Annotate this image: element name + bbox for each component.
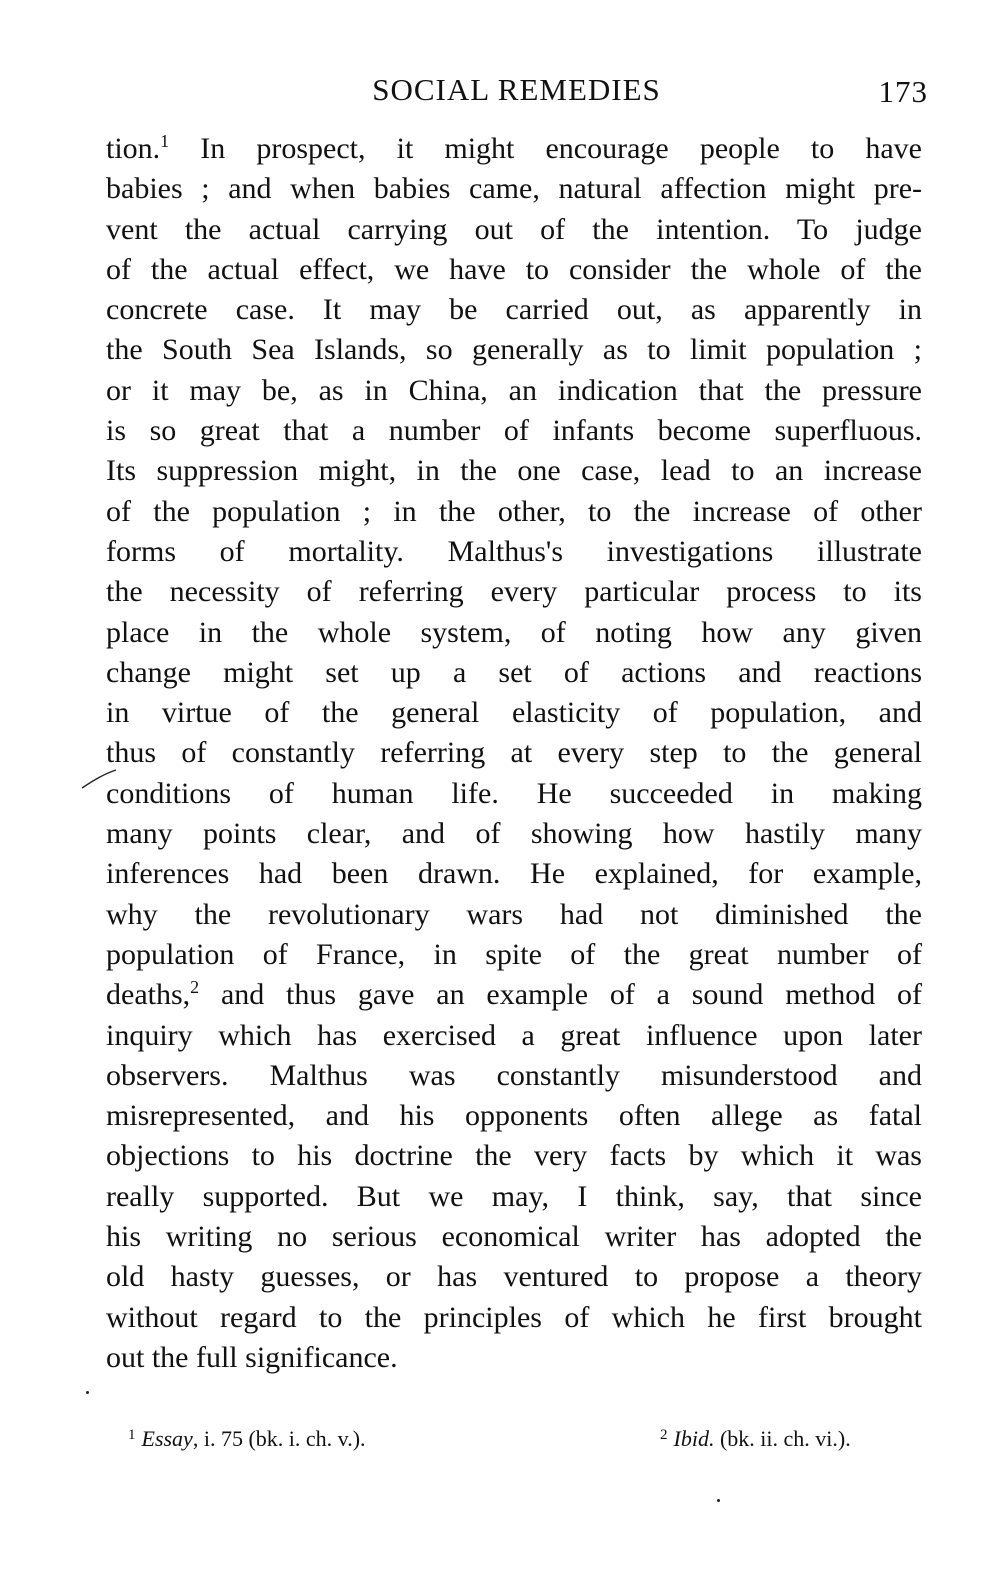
text-line: observers. Malthus was constantly misunderstood and <box>106 1058 922 1092</box>
text-line: place in the whole system, of noting how any given <box>106 615 922 649</box>
footnote-2-text: (bk. ii. ch. vi.). <box>714 1426 851 1451</box>
text-line: population of France, in spite of the great number of <box>106 937 922 971</box>
text-line: or it may be, as in China, an indication that the pressure <box>106 373 922 407</box>
text-line: deaths,$^2$ and thus gave an example of a sound method of <box>106 977 922 1012</box>
text-line: thus of constantly referring at every step to the general <box>106 736 922 770</box>
text-line: of the actual effect, we have to consider the whole of the <box>106 252 922 286</box>
text-line: is so great that a number of infants become superfluous. <box>106 414 922 448</box>
text-line: misrepresented, and his opponents often allege as fatal <box>106 1099 922 1133</box>
footnote-1 <box>128 1424 366 1454</box>
text-line: in virtue of the general elasticity of population, and <box>106 696 922 730</box>
pen-mark <box>80 752 140 792</box>
running-title: SOCIAL REMEDIES <box>372 72 661 107</box>
text-line: out the full significance. <box>106 1340 398 1374</box>
text-line: without regard to the principles of which he first brought <box>106 1300 922 1334</box>
footnote-1-title: Essay <box>141 1426 193 1451</box>
text-line: many points clear, and of showing how hastily many <box>106 817 922 851</box>
text-line: old hasty guesses, or has ventured to propose a theory <box>106 1260 922 1294</box>
text-line: the necessity of referring every particular process to its <box>106 575 922 609</box>
text-line: why the revolutionary wars had not diminished the <box>106 897 922 931</box>
text-line: tion.$^1$ In prospect, it might encourage people to have <box>106 131 922 165</box>
text-line: the South Sea Islands, so generally as to limit population ; <box>106 333 922 367</box>
text-line: conditions of human life. He succeeded in making <box>106 776 922 810</box>
footnote-2-number: 2 <box>660 1427 668 1443</box>
running-head <box>105 68 928 112</box>
margin-speck <box>86 1391 89 1394</box>
text-line: inferences had been drawn. He explained, for example, <box>106 857 922 891</box>
footnotes <box>106 1424 922 1454</box>
text-line: babies ; and when babies came, natural affection might pre- <box>106 172 922 206</box>
text-line: inquiry which has exercised a great influence upon later <box>106 1018 922 1052</box>
page-number: 173 <box>878 74 928 109</box>
footnote-1-number: 1 <box>128 1427 136 1443</box>
footnote-ref-2: 2 <box>190 977 200 998</box>
text-line: objections to his doctrine the very facts by which it was <box>106 1139 922 1173</box>
text-line: his writing no serious economical writer has adopted the <box>106 1220 922 1254</box>
footnote-1-text: , i. 75 (bk. i. ch. v.). <box>192 1426 366 1451</box>
text-line: of the population ; in the other, to the increase of other <box>106 494 922 528</box>
body-text <box>106 129 922 1378</box>
text-line: really supported. But we may, I think, say, that since <box>106 1179 922 1213</box>
footnote-2-title: Ibid. <box>673 1426 715 1451</box>
text-line: vent the actual carrying out of the intention. To judge <box>106 212 922 246</box>
text-line: change might set up a set of actions and reactions <box>106 655 922 689</box>
text-line: concrete case. It may be carried out, as apparently in <box>106 293 922 327</box>
text-line: forms of mortality. Malthus's investigations illustrate <box>106 534 922 568</box>
text-line: Its suppression might, in the one case, lead to an increase <box>106 454 922 488</box>
margin-speck <box>717 1499 720 1502</box>
footnote-2 <box>660 1424 851 1454</box>
footnote-ref-1: 1 <box>160 131 170 151</box>
